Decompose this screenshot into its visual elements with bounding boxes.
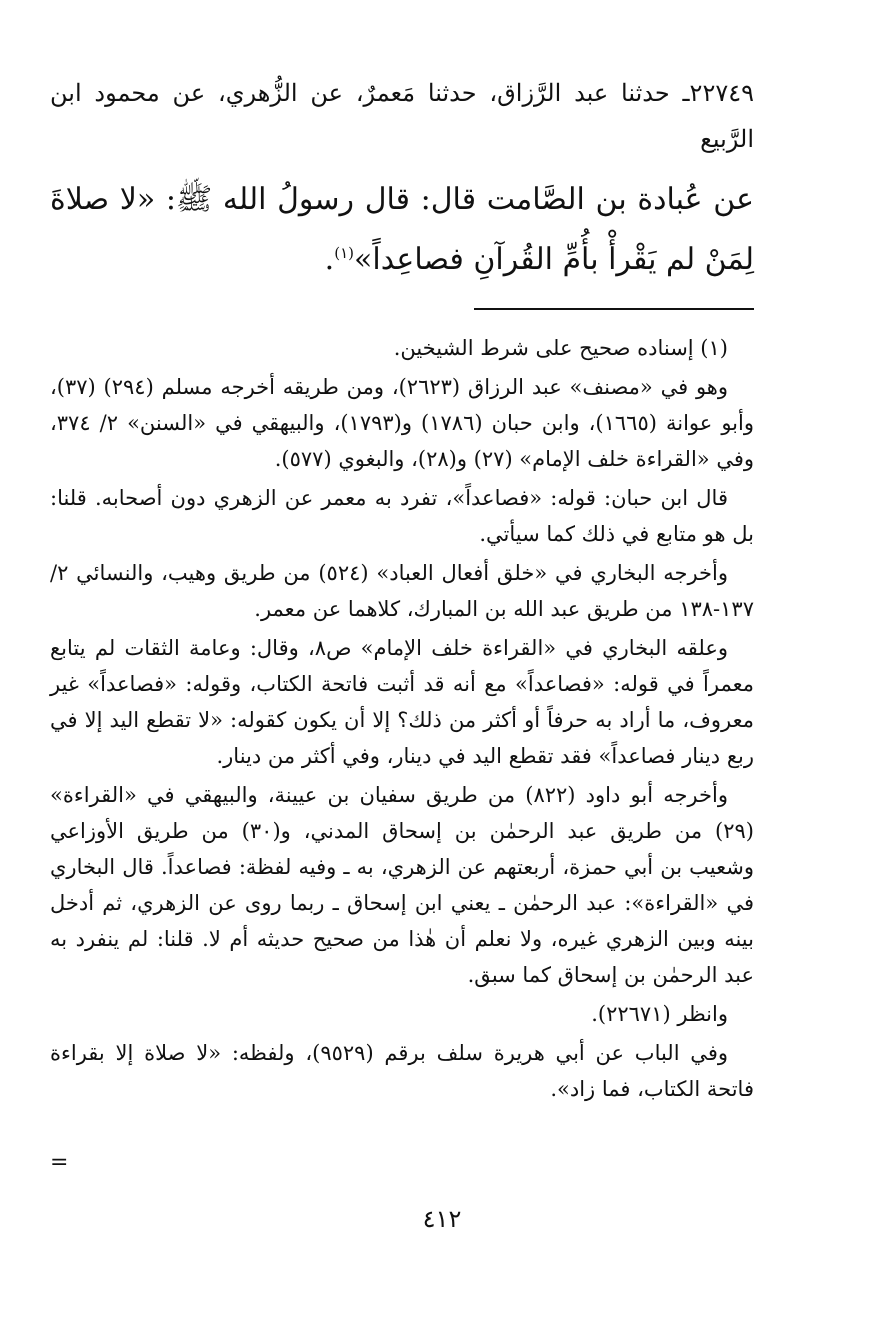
footnote-paragraph: وهو في «مصنف» عبد الرزاق (٢٦٢٣)، ومن طريقه أخرجه مسلم (٢٩٤) (٣٧)، وأبو عوانة (١٦٦٥)، وابن حبان (١٧٨٦) و(١٧٩٣)، والبيهقي في «السنن» ٢/ ٣٧٤، وفي «القراءة خلف الإمام» (٢٧) و(٢٨)، والبغوي (٥٧٧). — [50, 375, 754, 471]
footnote-reference: (١) — [334, 244, 354, 262]
hadith-isnad: ٢٢٧٤٩ـ حدثنا عبد الرَّزاق، حدثنا مَعمرٌ، عن الزُّهري، عن محمود ابن الرَّبيع — [50, 79, 754, 153]
footnote-paragraph: وانظر (٢٢٦٧١). — [591, 1002, 728, 1026]
footnotes — [50, 330, 754, 1110]
footnote-separator — [474, 308, 754, 310]
footnote-paragraph: وأخرجه البخاري في «خلق أفعال العباد» (٥٢٤) من طريق وهيب، والنسائي ٢/ ١٣٧-١٣٨ من طريق عبد الله بن المبارك، كلاهما عن معمر. — [50, 561, 754, 621]
hadith-matn — [50, 170, 754, 290]
footnote-paragraph: قال ابن حبان: قوله: «فصاعداً»، تفرد به معمر عن الزهري دون أصحابه. قلنا: بل هو متابع في ذلك كما سيأتي. — [50, 486, 754, 546]
footnote-paragraph: وعلقه البخاري في «القراءة خلف الإمام» ص٨، وقال: وعامة الثقات لم يتابع معمراً في قوله: «فصاعداً» مع أنه قد أثبت فاتحة الكتاب، وقوله: «فصاعداً» غير معروف، ما أراد به حرفاً أو أكثر من ذلك؟ إلا أن يكون كقوله: «لا تقطع اليد إلا في ربع دينار فصاعداً» فقد تقطع اليد في دينار، وفي أكثر من دينار. — [50, 636, 754, 768]
footnote-paragraph: وأخرجه أبو داود (٨٢٢) من طريق سفيان بن عيينة، والبيهقي في «القراءة» (٢٩) من طريق عبد الرحمٰن بن إسحاق المدني، و(٣٠) من طريق الأوزاعي وشعيب بن أبي حمزة، أربعتهم عن الزهري، به ـ وفيه لفظة: فصاعداً. قال البخاري في «القراءة»: عبد الرحمٰن ـ يعني ابن إسحاق ـ ربما روى عن الزهري، ثم أدخل بينه وبين الزهري غيره، ولا نعلم أن هٰذا من صحيح حديثه أم لا. قلنا: لم ينفرد به عبد الرحمٰن بن إسحاق كما سبق. — [50, 783, 754, 987]
footnote-paragraph: (١) إسناده صحيح على شرط الشيخين. — [393, 336, 728, 360]
continuation-mark: = — [50, 1150, 69, 1175]
footnote-paragraph: وفي الباب عن أبي هريرة سلف برقم (٩٥٢٩)، ولفظه: «لا صلاة إلا بقراءة فاتحة الكتاب، فما زاد». — [50, 1041, 754, 1101]
hadith-matn-end: . — [324, 242, 335, 277]
page-number: ٤١٢ — [422, 1205, 462, 1233]
hadith-matn-text: عن عُبادة بن الصَّامت قال: قال رسولُ الله ﷺ: «لا صلاةَ لِمَنْ لم يَقْرأْ بأُمِّ القُرآنِ فصاعِداً» — [50, 182, 754, 277]
